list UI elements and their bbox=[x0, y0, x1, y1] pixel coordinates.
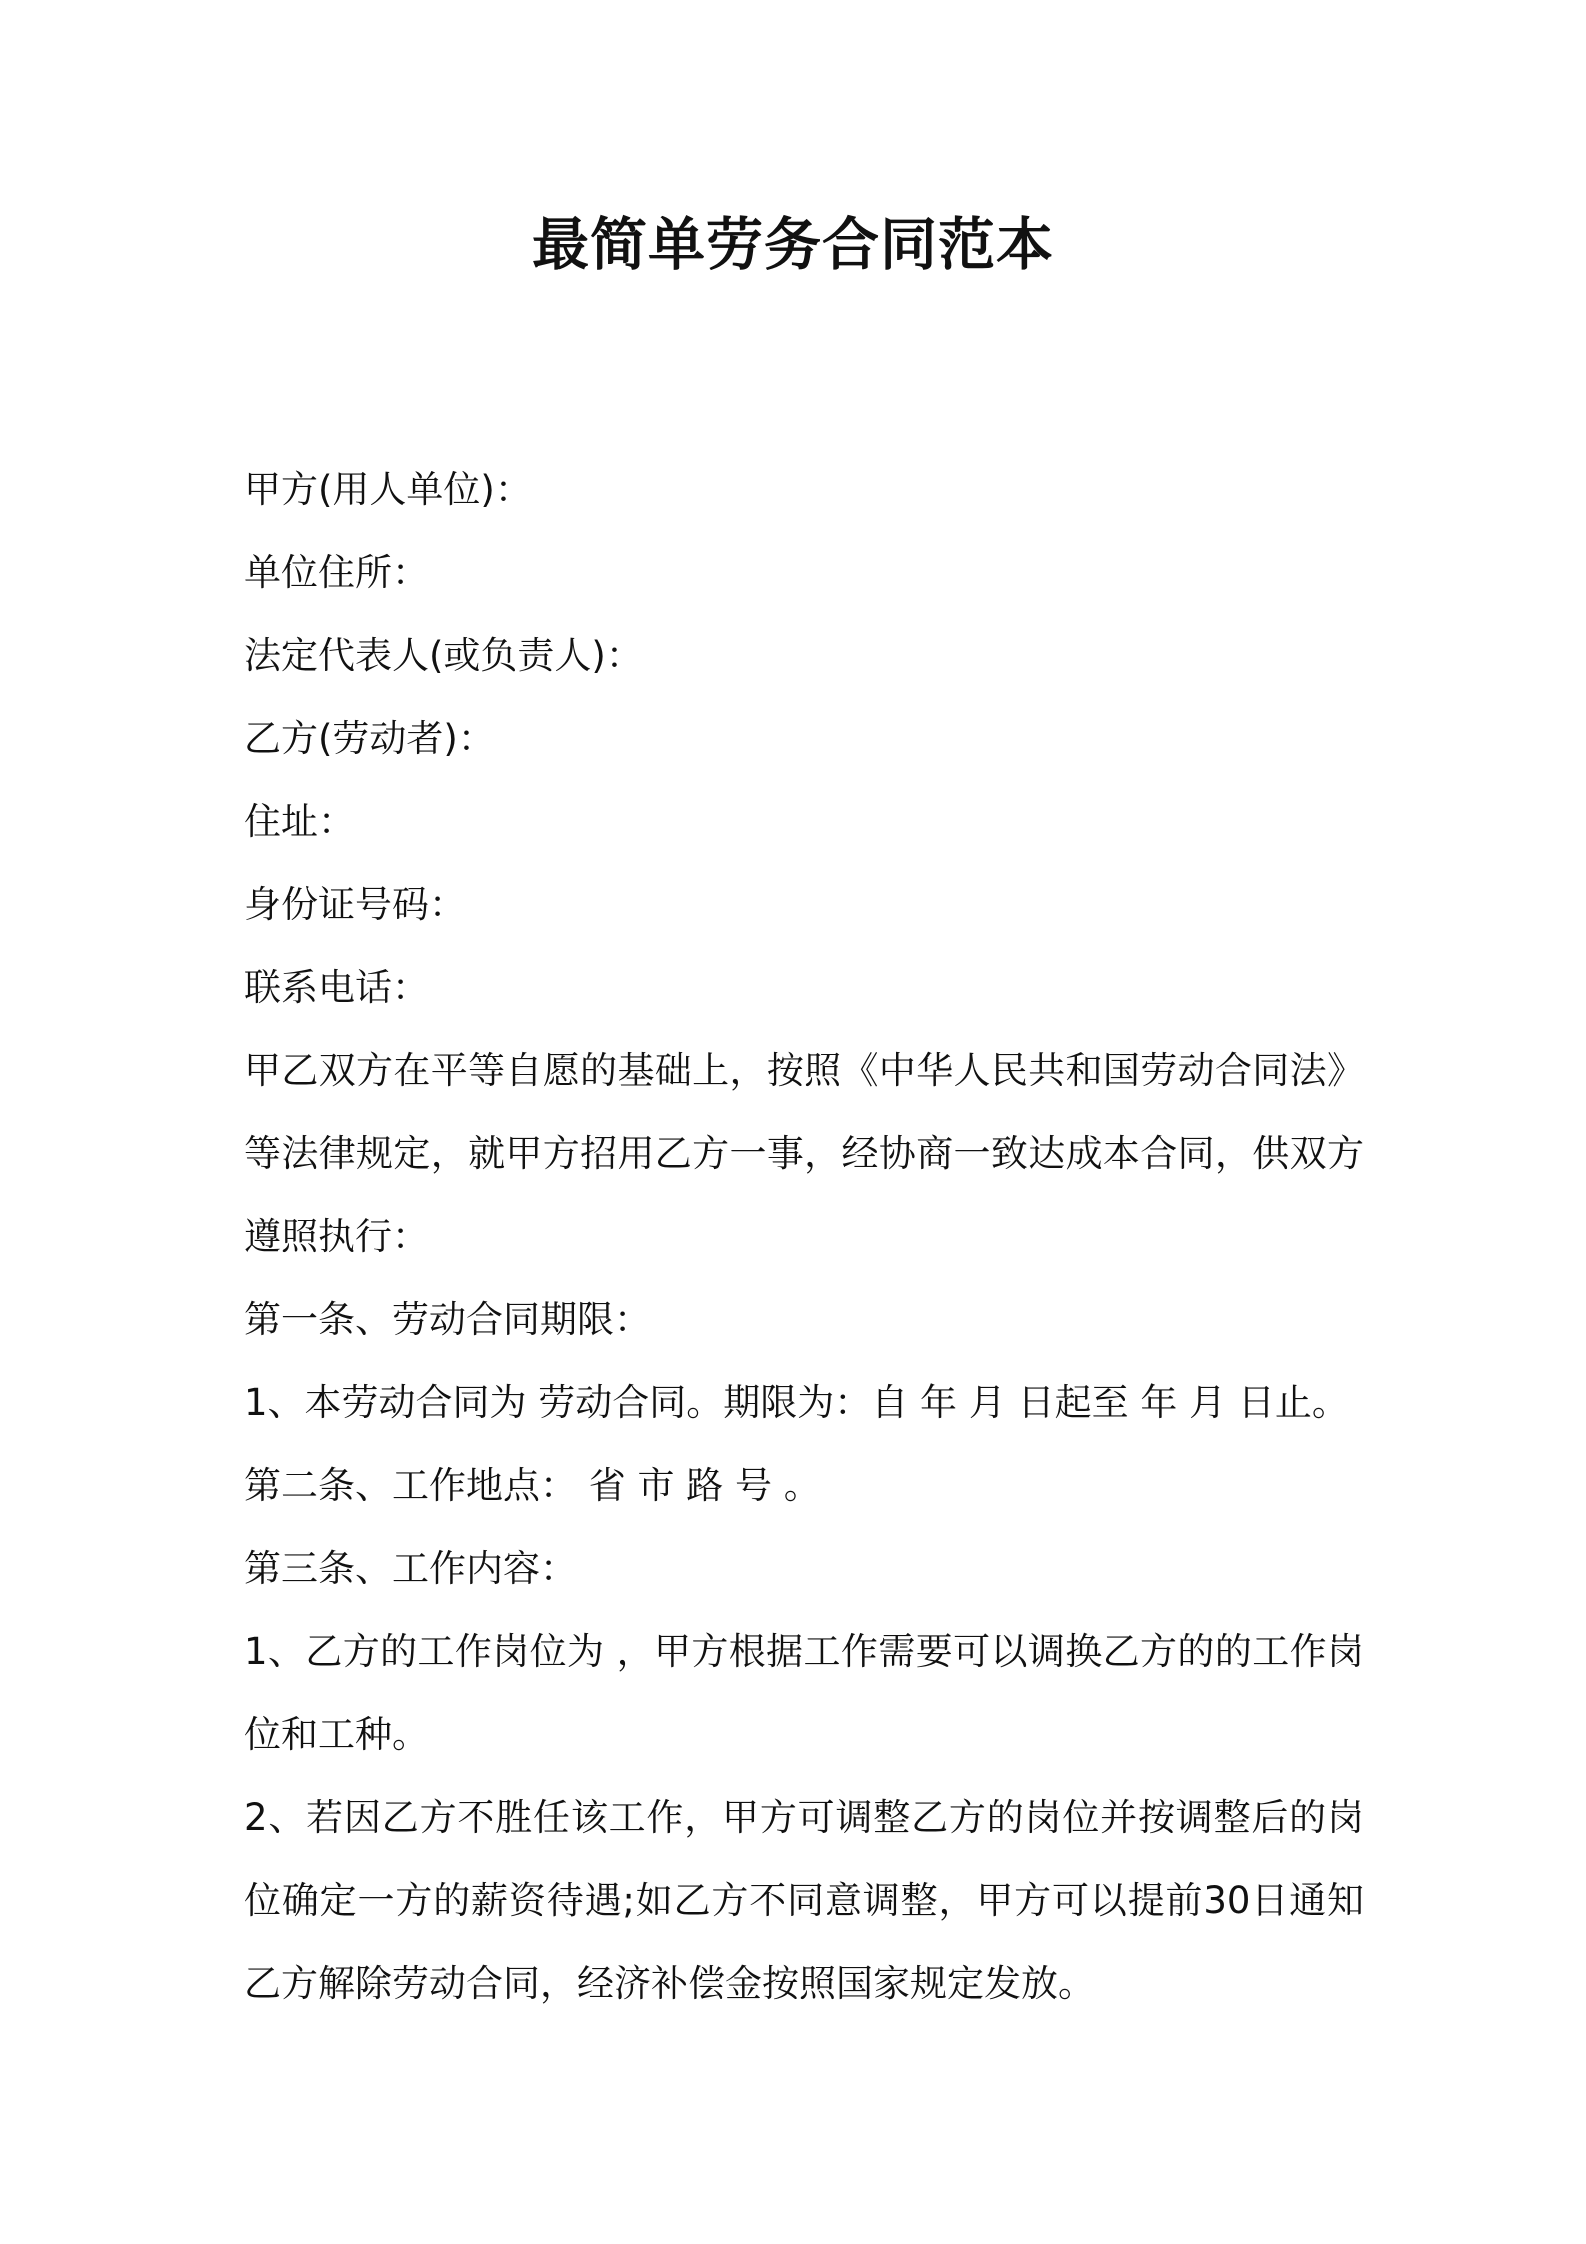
field-phone: 联系电话： bbox=[244, 966, 429, 1009]
field-party-b-address: 住址： bbox=[244, 800, 355, 843]
field-party-b: 乙方(劳动者)： bbox=[244, 717, 495, 760]
field-id-number: 身份证号码： bbox=[244, 883, 466, 926]
field-party-a-address: 单位住所： bbox=[244, 551, 429, 594]
field-party-a: 甲方(用人单位)： bbox=[244, 468, 532, 511]
document-body bbox=[244, 448, 1364, 2025]
preamble-paragraph: 甲乙双方在平等自愿的基础上，按照《中华人民共和国劳动合同法》等法律规定，就甲方招用乙方一事，经协商一致达成本合同，供双方遵照执行： bbox=[244, 1049, 1364, 1258]
article-1-heading: 第一条、劳动合同期限： bbox=[244, 1298, 651, 1341]
article-3-item-2: 2、若因乙方不胜任该工作，甲方可调整乙方的岗位并按调整后的岗位确定一方的薪资待遇;如乙方不同意调整，甲方可以提前30日通知乙方解除劳动合同，经济补偿金按照国家规定发放。 bbox=[244, 1796, 1364, 2005]
document-title: 最简单劳务合同范本 bbox=[532, 212, 1054, 278]
article-3-item-1: 1、乙方的工作岗位为 ，甲方根据工作需要可以调换乙方的的工作岗位和工种。 bbox=[244, 1630, 1364, 1756]
article-3-heading: 第三条、工作内容： bbox=[244, 1547, 577, 1590]
field-legal-representative: 法定代表人(或负责人)： bbox=[244, 634, 643, 677]
article-2: 第二条、工作地点： 省 市 路 号 。 bbox=[244, 1464, 821, 1507]
article-1-item-1: 1、本劳动合同为 劳动合同。期限为：自 年 月 日起至 年 月 日止。 bbox=[244, 1381, 1349, 1424]
